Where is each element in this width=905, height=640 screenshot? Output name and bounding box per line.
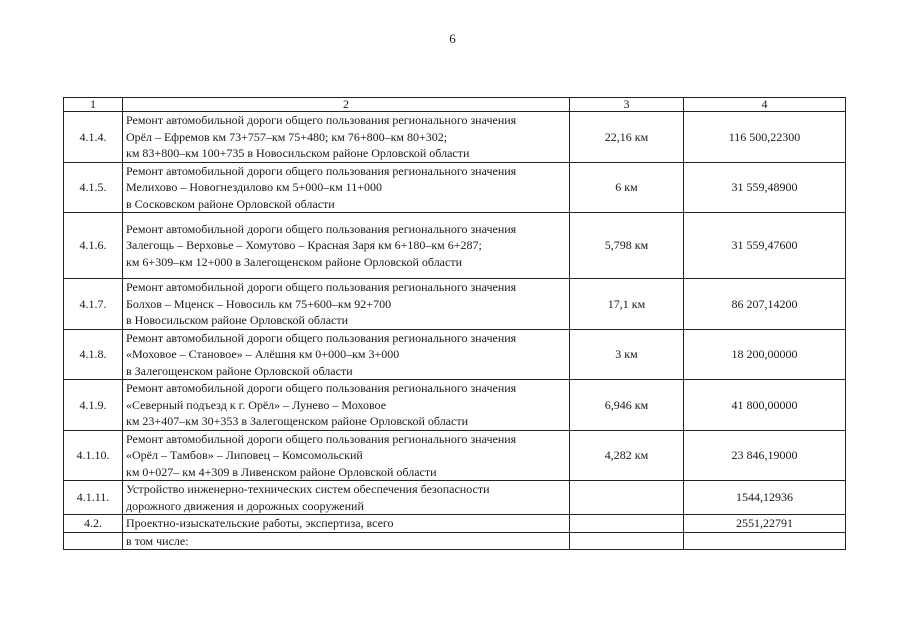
description-line: Ремонт автомобильной дороги общего пользования регионального значения [126,113,517,127]
length-cell: 4,282 км [570,430,684,481]
table-header-row [64,98,846,112]
row-number-cell: 4.2. [64,515,123,533]
table-row [64,430,846,481]
description-line: Мелихово – Новогнездилово км 5+000–км 11+000 [126,180,383,194]
description-line: «Северный подъезд к г. Орёл» – Лунево – Моховое [126,397,387,412]
description-line: в Новосильском районе Орловской области [126,313,349,327]
table-row [64,481,846,515]
amount-cell: 31 559,47600 [684,213,846,279]
description-line: км 23+407–км 30+353 в Залегощенском районе Орловской области [126,414,468,428]
table-row [64,380,846,431]
row-number-cell: 4.1.8. [64,329,123,380]
row-number-cell: 4.1.11. [64,481,123,515]
row-number-cell: 4.1.5. [64,162,123,213]
description-line: в Залегощенском районе Орловской области [126,363,353,378]
description-cell [123,430,570,481]
description-cell [123,380,570,431]
length-cell [570,481,684,515]
description-line: Ремонт автомобильной дороги общего пользования регионального значения [126,280,517,294]
description-line: км 6+309–км 12+000 в Залегощенском районе Орловской области [126,254,462,269]
length-cell: 6,946 км [570,380,684,431]
description-line: дорожного движения и дорожных сооружений [126,498,364,513]
length-cell: 5,798 км [570,213,684,279]
description-line: Ремонт автомобильной дороги общего пользования регионального значения [126,163,517,178]
description-line: км 83+800–км 100+735 в Новосильском районе Орловской области [126,146,470,160]
description-cell [123,515,570,533]
table-row [64,329,846,380]
header-cell-4: 4 [684,98,846,112]
table-row [64,279,846,330]
description-cell [123,112,570,163]
description-cell [123,532,570,550]
table-row [64,112,846,163]
amount-cell: 86 207,14200 [684,279,846,330]
header-cell-3: 3 [570,98,684,112]
description-line: «Орёл – Тамбов» – Липовец – Комсомольский [126,448,363,462]
amount-cell: 23 846,19000 [684,430,846,481]
description-line: в том числе: [126,533,189,548]
description-line: Орёл – Ефремов км 73+757–км 75+480; км 76+800–км 80+302; [126,129,448,144]
description-line: Залегощь – Верховье – Хомутово – Красная Заря км 6+180–км 6+287; [126,238,482,253]
row-number-cell: 4.1.7. [64,279,123,330]
length-cell: 6 км [570,162,684,213]
description-line: Ремонт автомобильной дороги общего пользования регионального значения [126,431,517,446]
length-cell: 22,16 км [570,112,684,163]
description-cell [123,481,570,515]
amount-cell [684,532,846,550]
description-line: Ремонт автомобильной дороги общего пользования регионального значения [126,330,517,345]
amount-cell: 2551,22791 [684,515,846,533]
header-cell-2: 2 [123,98,570,112]
table-row [64,162,846,213]
amount-cell: 1544,12936 [684,481,846,515]
description-line: Устройство инженерно-технических систем обеспечения безопасности [126,482,490,496]
amount-cell: 31 559,48900 [684,162,846,213]
length-cell: 3 км [570,329,684,380]
description-cell [123,162,570,213]
row-number-cell: 4.1.10. [64,430,123,481]
description-line: км 0+027– км 4+309 в Ливенском районе Орловской области [126,464,437,479]
table-row [64,515,846,533]
length-cell: 17,1 км [570,279,684,330]
description-line: «Моховое – Становое» – Алёшня км 0+000–км 3+000 [126,347,400,361]
amount-cell: 116 500,22300 [684,112,846,163]
description-line: Болхов – Мценск – Новосиль км 75+600–км 92+700 [126,296,392,311]
length-cell [570,532,684,550]
amount-cell: 41 800,00000 [684,380,846,431]
description-line: Ремонт автомобильной дороги общего пользования регионального значения [126,381,517,395]
table-row [64,532,846,550]
row-number-cell: 4.1.9. [64,380,123,431]
row-number-cell [64,532,123,550]
row-number-cell: 4.1.6. [64,213,123,279]
description-cell [123,213,570,279]
row-number-cell: 4.1.4. [64,112,123,163]
page-number: 6 [449,31,456,46]
description-line: Проектно-изыскательские работы, экспертиза, всего [126,516,394,530]
table-row [64,213,846,279]
description-cell [123,279,570,330]
table-body [64,98,846,550]
length-cell [570,515,684,533]
description-line: в Сосковском районе Орловской области [126,196,335,211]
description-line: Ремонт автомобильной дороги общего пользования регионального значения [126,221,517,236]
amount-cell: 18 200,00000 [684,329,846,380]
description-cell [123,329,570,380]
budget-table [63,97,846,550]
header-cell-1: 1 [64,98,123,112]
